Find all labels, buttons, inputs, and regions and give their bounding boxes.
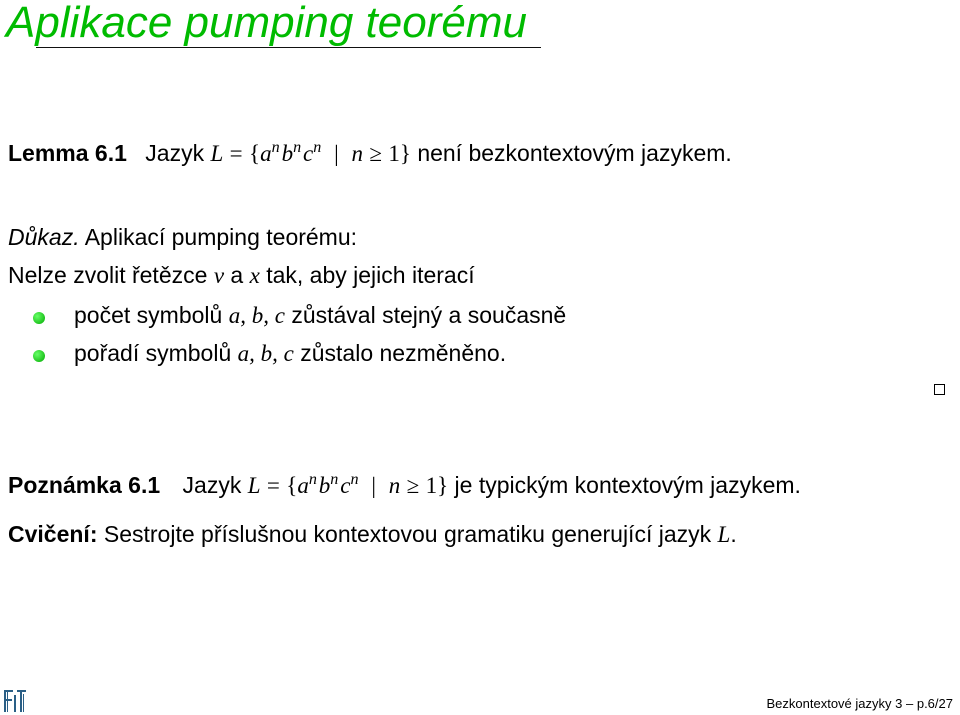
lemma-suffix: není bezkontextovým jazykem. [417, 140, 732, 166]
footer: Bezkontextové jazyky 3 – p.6/27 [766, 696, 953, 711]
title-underline [36, 47, 541, 48]
exercise-text: Sestrojte příslušnou kontextovou gramatiku generující jazyk [103, 521, 712, 547]
exercise-statement: Cvičení: Sestrojte příslušnou kontextovou gramatiku generující jazyk L. [8, 521, 737, 547]
lemma-prefix: Jazyk [145, 140, 205, 166]
lemma-formula: $L = \{a^n$ $b^n$ $c^n$ | n ≥ 1} [210, 139, 411, 166]
note-formula: $L = \{a^n$ $b^n$ $c^n$ | n ≥ 1} [247, 471, 449, 498]
proof-intro [8, 224, 357, 251]
green-ball-bullet-icon [33, 312, 45, 324]
lemma-statement [8, 140, 732, 167]
lemma-label: Lemma 6.1 [8, 140, 127, 166]
exercise-label: Cvičení: [8, 521, 98, 547]
page-number: p.6/27 [916, 696, 953, 711]
proof-intro-text: Aplikací pumping teorému: [84, 224, 358, 250]
note-suffix: je typickým kontextovým jazykem. [454, 472, 801, 498]
note-prefix: Jazyk [182, 472, 242, 498]
qed-square-icon [934, 384, 945, 395]
fit-logo-icon [4, 688, 26, 712]
note-statement [8, 472, 801, 499]
slide-title: Aplikace pumping teorému [6, 0, 527, 47]
green-ball-bullet-icon [33, 350, 45, 362]
proof-line-2: Nelze zvolit řetězce v a x tak, aby jejich iterací [8, 262, 475, 288]
note-label: Poznámka 6.1 [8, 472, 161, 498]
proof-label: Důkaz. [8, 224, 80, 250]
footer-title: Bezkontextové jazyky 3 [766, 696, 903, 711]
